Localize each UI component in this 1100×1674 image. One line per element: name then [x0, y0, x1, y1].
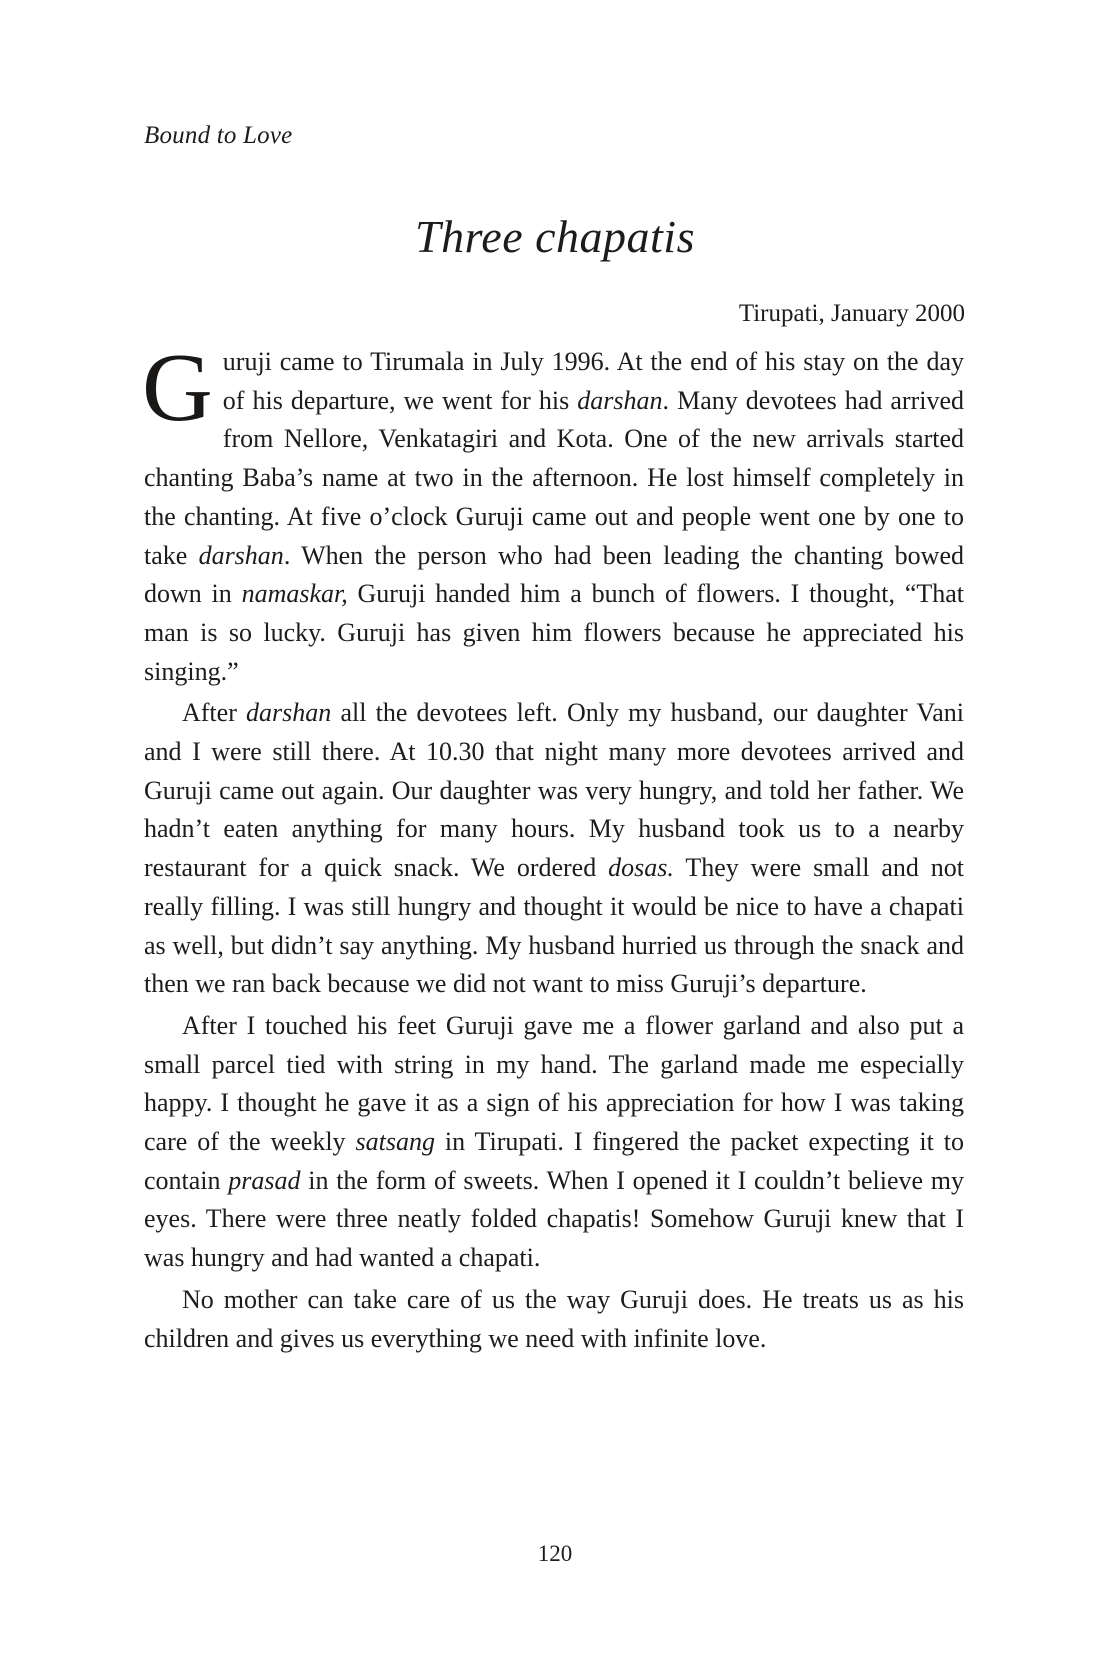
italic-term: darshan	[577, 385, 663, 415]
dateline: Tirupati, January 2000	[738, 300, 965, 327]
text-run: No mother can take care of us the way Guruji does. He treats us as his children and gives us everything we need with infinite love.	[144, 1284, 964, 1353]
italic-term: namaskar,	[241, 579, 348, 609]
text-run: They were small and not really filling. I was still hungry and thought it would be nice to have a chapati as well, but didn’t say anything. My husband hurried us through the snack and then we ran back because we did not want to miss Guruji’s departure.	[144, 853, 965, 999]
body-paragraph	[144, 1007, 964, 1278]
text-run: in the form of sweets. When I opened it I couldn’t believe my eyes. There were three neatly folded chapatis! Somehow Guruji knew that I was hungry and had wanted a chapati.	[144, 1165, 964, 1273]
text-run: After I touched his feet Guruji gave me a flower garland and also put a small parcel tied with string in my hand. The garland made me especially happy. I thought he gave it as a sign of his appreciation for how I was taking care of the weekly	[144, 1010, 964, 1157]
text-run: . When the person who had been leading the chanting bowed down in	[144, 540, 964, 609]
text-run: . Many devotees had arrived from Nellore, Venkatagiri and Kota. One of the new arrivals started chanting Baba’s name at two in the afternoon. He lost himself completely in the chanting. At five o’clock Guruji came out and people went one by one to take	[144, 385, 964, 570]
drop-cap: G	[142, 334, 213, 442]
italic-term: dosas.	[608, 853, 674, 883]
body-paragraph	[144, 694, 964, 1004]
text-run: After	[182, 698, 247, 728]
italic-term: satsang	[355, 1127, 435, 1157]
italic-term: prasad	[228, 1165, 301, 1195]
text-run: uruji came to Tirumala in July 1996. At the end of his stay on the day of his departure, we went for his	[222, 347, 964, 415]
chapter-title: Three chapatis	[415, 211, 695, 262]
body-paragraph	[142, 334, 965, 691]
text-run: in Tirupati. I fingered the packet expecting it to contain	[144, 1127, 964, 1195]
body-paragraph	[144, 1281, 964, 1358]
italic-term: darshan	[198, 540, 284, 570]
running-head: Bound to Love	[144, 122, 293, 149]
body-text	[142, 334, 965, 1358]
text-run: all the devotees left. Only my husband, our daughter Vani and I were still there. At 10.30 that night many more devotees arrived and Guruji came out again. Our daughter was very hungry, and told her father. We hadn’t eaten anything for many hours. My husband took us to a nearby restaurant for a quick snack. We ordered	[144, 698, 964, 883]
italic-term: darshan	[246, 698, 332, 728]
page-number: 120	[537, 1541, 573, 1566]
text-run: Guruji handed him a bunch of flowers. I thought, “That man is so lucky. Guruji has given him flowers because he appreciated his singing.”	[144, 579, 965, 686]
